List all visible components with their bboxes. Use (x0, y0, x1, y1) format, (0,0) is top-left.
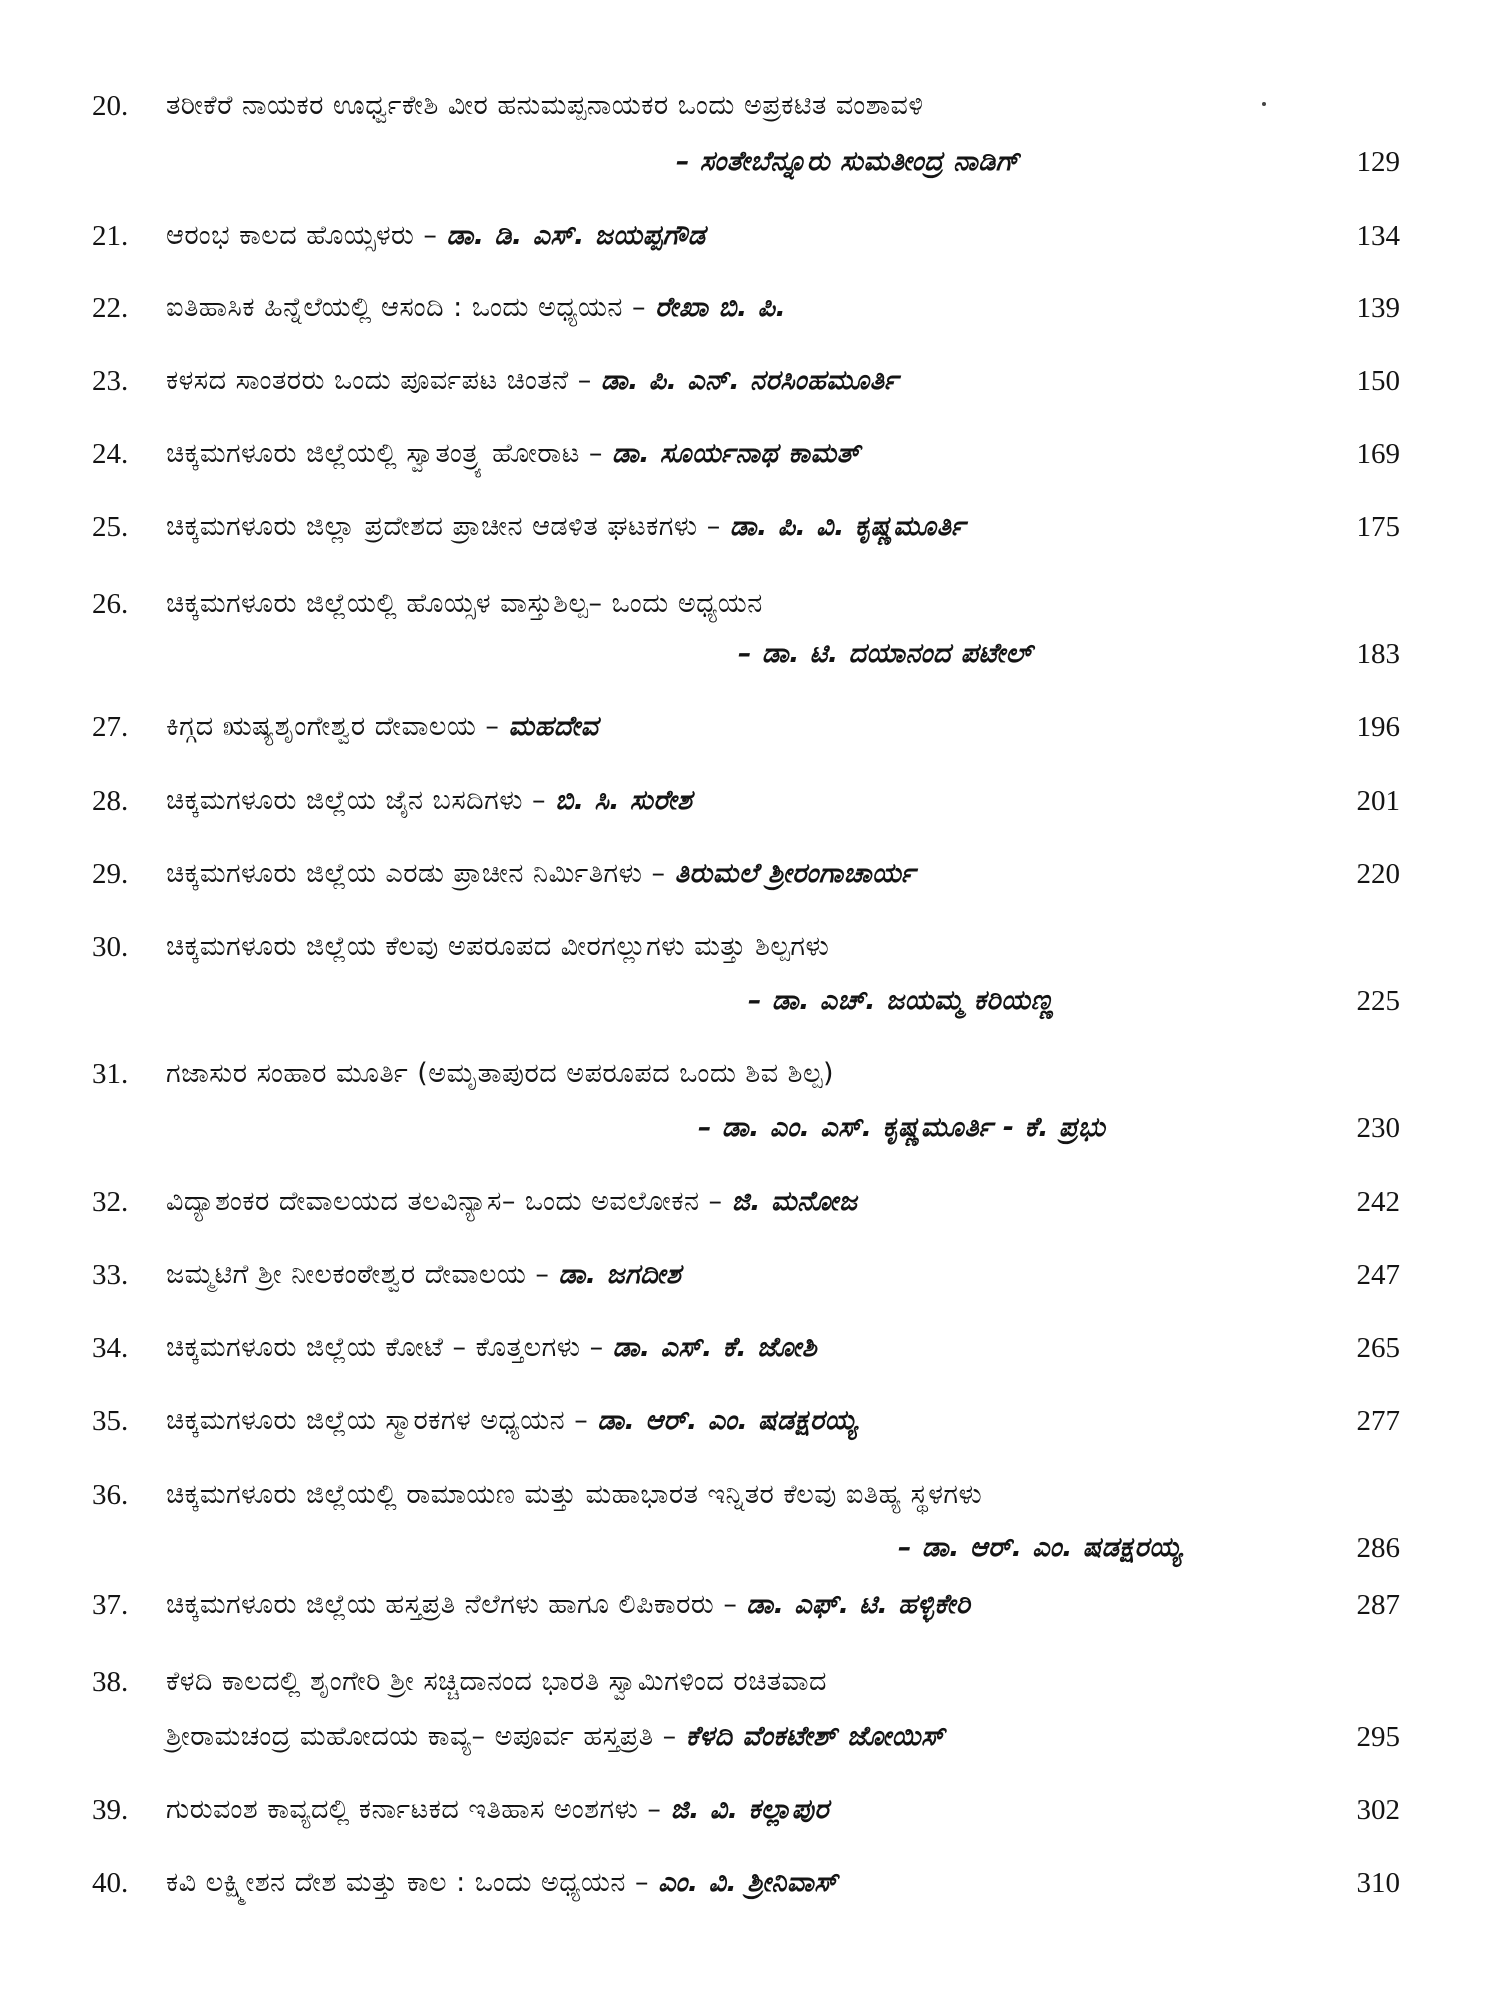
toc-entry-21 (0, 212, 1500, 262)
entry-title-text: ಆರಂಭ ಕಾಲದ ಹೊಯ್ಸಳರು – (166, 220, 438, 251)
toc-entry-35 (0, 1397, 1500, 1447)
entry-page: 310 (1356, 1867, 1400, 1899)
entry-number: 29. (92, 858, 129, 890)
entry-title-text: ಚಿಕ್ಕಮಗಳೂರು ಜಿಲ್ಲೆಯ ಜೈನ ಬಸದಿಗಳು – (166, 785, 547, 816)
entry-number: 26. (92, 588, 129, 620)
entry-title: ಚಿಕ್ಕಮಗಳೂರು ಜಿಲ್ಲೆಯ ಕೆಲವು ಅಪರೂಪದ ವೀರಗಲ್ಲುಗಳು ಮತ್ತು ಶಿಲ್ಪಗಳು (166, 931, 830, 962)
entry-author: – ಡಾ. ಎಂ. ಎಸ್. ಕೃಷ್ಣಮೂರ್ತಿ - ಕೆ. ಪ್ರಭು (698, 1112, 1106, 1143)
entry-title-text: ಕವಿ ಲಕ್ಷ್ಮೀಶನ ದೇಶ ಮತ್ತು ಕಾಲ : ಒಂದು ಅಧ್ಯಯನ – (166, 1867, 649, 1898)
entry-title (166, 1255, 681, 1295)
entry-title (166, 1328, 817, 1368)
entry-title-text: ಚಿಕ್ಕಮಗಳೂರು ಜಿಲ್ಲಾ ಪ್ರದೇಶದ ಪ್ರಾಚೀನ ಆಡಳಿತ ಘಟಕಗಳು – (166, 511, 721, 542)
entry-title: ತರೀಕೆರೆ ನಾಯಕರ ಊರ್ಧ್ವಕೇಶಿ ವೀರ ಹನುಮಪ್ಪನಾಯಕರ ಒಂದು ಅಪ್ರಕಟಿತ ವಂಶಾವಳಿ (166, 90, 924, 121)
entry-number: 28. (92, 785, 129, 817)
entry-number: 37. (92, 1589, 129, 1621)
entry-author: ತಿರುಮಲೆ ಶ್ರೀರಂಗಾಚಾರ್ಯ (674, 858, 916, 889)
toc-entry-25 (0, 503, 1500, 553)
entry-page: 196 (1356, 711, 1400, 743)
entry-number: 34. (92, 1332, 129, 1364)
entry-title: ಕೆಳದಿ ಕಾಲದಲ್ಲಿ ಶೃಂಗೇರಿ ಶ್ರೀ ಸಚ್ಚಿದಾನಂದ ಭಾರತಿ ಸ್ವಾಮಿಗಳಿಂದ ರಚಿತವಾದ (166, 1666, 827, 1697)
entry-title (166, 507, 965, 547)
toc-entry-20 (0, 82, 1500, 132)
toc-entry-33 (0, 1251, 1500, 1301)
entry-page: 277 (1356, 1405, 1400, 1437)
entry-number: 36. (92, 1479, 129, 1511)
entry-title-text: ಗುರುವಂಶ ಕಾವ್ಯದಲ್ಲಿ ಕರ್ನಾಟಕದ ಇತಿಹಾಸ ಅಂಶಗಳು – (166, 1794, 662, 1825)
toc-entry-34 (0, 1324, 1500, 1374)
toc-entry-26 (0, 580, 1500, 630)
entry-title-text: ಶ್ರೀರಾಮಚಂದ್ರ ಮಹೋದಯ ಕಾವ್ಯ– ಅಪೂರ್ವ ಹಸ್ತಪ್ರತಿ – (166, 1721, 677, 1752)
toc-entry-22 (0, 284, 1500, 334)
entry-title-text: ಕಿಗ್ಗದ ಋಷ್ಯಶೃಂಗೇಶ್ವರ ದೇವಾಲಯ – (166, 711, 500, 742)
entry-title (166, 1182, 857, 1222)
entry-title (166, 216, 705, 256)
entry-page: 230 (1356, 1112, 1400, 1144)
entry-author: ಜಿ. ಮನೋಜ (731, 1186, 858, 1217)
entry-author: ಡಾ. ಸೂರ್ಯನಾಥ ಕಾಮತ್ (612, 438, 861, 469)
toc-entry-23 (0, 357, 1500, 407)
entry-title (166, 707, 599, 747)
entry-page: 286 (1356, 1532, 1400, 1564)
toc-entry-40 (0, 1859, 1500, 1909)
entry-number: 22. (92, 292, 129, 324)
toc-entry-20-author-line (0, 138, 1500, 188)
stray-dot (1262, 102, 1266, 106)
toc-entry-36 (0, 1471, 1500, 1521)
entry-number: 21. (92, 220, 129, 252)
entry-page: 139 (1356, 292, 1400, 324)
entry-title-text: ಐತಿಹಾಸಿಕ ಹಿನ್ನೆಲೆಯಲ್ಲಿ ಆಸಂದಿ : ಒಂದು ಅಧ್ಯಯನ – (166, 292, 647, 323)
entry-number: 24. (92, 438, 129, 470)
entry-page: 287 (1356, 1589, 1400, 1621)
entry-title-text: ಕಳಸದ ಸಾಂತರರು ಒಂದು ಪೂರ್ವಪಟ ಚಿಂತನೆ – (166, 365, 592, 396)
entry-title (166, 1585, 971, 1625)
entry-title (166, 854, 915, 894)
entry-author: – ಸಂತೇಬೆನ್ನೂರು ಸುಮತೀಂದ್ರ ನಾಡಿಗ್ (676, 146, 1020, 177)
entry-number: 35. (92, 1405, 129, 1437)
entry-page: 242 (1356, 1186, 1400, 1218)
entry-author: ಬಿ. ಸಿ. ಸುರೇಶ (555, 785, 693, 816)
toc-entry-29 (0, 850, 1500, 900)
toc-entry-26-author-line (0, 630, 1500, 680)
entry-page: 302 (1356, 1794, 1400, 1826)
entry-title-text: ಜಮ್ಮಟಿಗೆ ಶ್ರೀ ನೀಲಕಂಠೇಶ್ವರ ದೇವಾಲಯ – (166, 1259, 550, 1290)
toc-entry-28 (0, 777, 1500, 827)
entry-author: ಡಾ. ಎಸ್. ಕೆ. ಜೋಶಿ (612, 1332, 818, 1363)
entry-page: 129 (1356, 146, 1400, 178)
entry-author: ಜಿ. ವಿ. ಕಲ್ಲಾಪುರ (670, 1794, 830, 1825)
toc-entry-30 (0, 923, 1500, 973)
toc-entry-37 (0, 1581, 1500, 1631)
toc-entry-38 (0, 1658, 1500, 1708)
entry-page: 201 (1356, 785, 1400, 817)
entry-number: 27. (92, 711, 129, 743)
toc-entry-27 (0, 703, 1500, 753)
entry-author: ಡಾ. ಜಗದೀಶ (558, 1259, 682, 1290)
entry-author: – ಡಾ. ಆರ್. ಎಂ. ಷಡಕ್ಷರಯ್ಯ (898, 1532, 1183, 1563)
entry-author: – ಡಾ. ಎಚ್. ಜಯಮ್ಮ ಕರಿಯಣ್ಣ (748, 985, 1055, 1016)
entry-title (166, 1863, 838, 1903)
entry-number: 33. (92, 1259, 129, 1291)
entry-page: 169 (1356, 438, 1400, 470)
entry-title-text: ಚಿಕ್ಕಮಗಳೂರು ಜಿಲ್ಲೆಯ ಸ್ಮಾರಕಗಳ ಅಧ್ಯಯನ – (166, 1405, 589, 1436)
entry-title (166, 434, 860, 474)
entry-page: 134 (1356, 220, 1400, 252)
entry-number: 40. (92, 1867, 129, 1899)
toc-entry-31 (0, 1050, 1500, 1100)
entry-number: 39. (92, 1794, 129, 1826)
entry-page: 183 (1356, 638, 1400, 670)
entry-author: ಡಾ. ಪಿ. ವಿ. ಕೃಷ್ಣಮೂರ್ತಿ (729, 511, 966, 542)
entry-author: ಡಾ. ಡಿ. ಎಸ್. ಜಯಪ್ಪಗೌಡ (446, 220, 706, 251)
entry-number: 20. (92, 90, 129, 122)
toc-entry-38-second-line (0, 1713, 1500, 1763)
entry-author: – ಡಾ. ಟಿ. ದಯಾನಂದ ಪಟೇಲ್ (738, 638, 1033, 669)
entry-title: ಚಿಕ್ಕಮಗಳೂರು ಜಿಲ್ಲೆಯಲ್ಲಿ ಹೊಯ್ಸಳ ವಾಸ್ತುಶಿಲ್ಪ– ಒಂದು ಅಧ್ಯಯನ (166, 588, 763, 619)
entry-title: ಚಿಕ್ಕಮಗಳೂರು ಜಿಲ್ಲೆಯಲ್ಲಿ ರಾಮಾಯಣ ಮತ್ತು ಮಹಾಭಾರತ ಇನ್ನಿತರ ಕೆಲವು ಐತಿಹ್ಯ ಸ್ಥಳಗಳು (166, 1479, 983, 1510)
entry-title-text: ವಿದ್ಯಾಶಂಕರ ದೇವಾಲಯದ ತಲವಿನ್ಯಾಸ– ಒಂದು ಅವಲೋಕನ – (166, 1186, 723, 1217)
entry-page: 265 (1356, 1332, 1400, 1364)
entry-author: ಡಾ. ಪಿ. ಎನ್. ನರಸಿಂಹಮೂರ್ತಿ (600, 365, 899, 396)
toc-entry-39 (0, 1786, 1500, 1836)
entry-number: 25. (92, 511, 129, 543)
toc-entry-24 (0, 430, 1500, 480)
entry-page: 150 (1356, 365, 1400, 397)
entry-title (166, 288, 786, 328)
entry-title: ಗಜಾಸುರ ಸಂಹಾರ ಮೂರ್ತಿ (ಅಮೃತಾಪುರದ ಅಪರೂಪದ ಒಂದು ಶಿವ ಶಿಲ್ಪ) (166, 1058, 835, 1089)
entry-author: ಎಂ. ವಿ. ಶ್ರೀನಿವಾಸ್ (658, 1867, 838, 1898)
entry-title (166, 781, 692, 821)
entry-page: 247 (1356, 1259, 1400, 1291)
toc-entry-36-author-line (0, 1524, 1500, 1574)
entry-author: ಡಾ. ಆರ್. ಎಂ. ಷಡಕ್ಷರಯ್ಯ (597, 1405, 858, 1436)
entry-author: ಕೆಳದಿ ವೆಂಕಟೇಶ್ ಜೋಯಿಸ್ (685, 1721, 945, 1752)
toc-entry-30-author-line (0, 977, 1500, 1027)
entry-title-text: ಚಿಕ್ಕಮಗಳೂರು ಜಿಲ್ಲೆಯ ಹಸ್ತಪ್ರತಿ ನೆಲೆಗಳು ಹಾಗೂ ಲಿಪಿಕಾರರು – (166, 1589, 738, 1620)
entry-page: 295 (1356, 1721, 1400, 1753)
toc-entry-32 (0, 1178, 1500, 1228)
entry-number: 31. (92, 1058, 129, 1090)
entry-author: ಮಹದೇವ (508, 711, 599, 742)
entry-page: 220 (1356, 858, 1400, 890)
entry-title-text: ಚಿಕ್ಕಮಗಳೂರು ಜಿಲ್ಲೆಯ ಕೋಟೆ – ಕೊತ್ತಲಗಳು – (166, 1332, 604, 1363)
entry-number: 32. (92, 1186, 129, 1218)
entry-title-continued (166, 1717, 945, 1757)
entry-page: 225 (1356, 985, 1400, 1017)
entry-number: 38. (92, 1666, 129, 1698)
entry-title (166, 1790, 829, 1830)
toc-entry-31-author-line (0, 1104, 1500, 1154)
entry-title-text: ಚಿಕ್ಕಮಗಳೂರು ಜಿಲ್ಲೆಯಲ್ಲಿ ಸ್ವಾತಂತ್ರ್ಯ ಹೋರಾಟ – (166, 438, 603, 469)
entry-title (166, 1401, 858, 1441)
entry-number: 23. (92, 365, 129, 397)
entry-number: 30. (92, 931, 129, 963)
entry-title-text: ಚಿಕ್ಕಮಗಳೂರು ಜಿಲ್ಲೆಯ ಎರಡು ಪ್ರಾಚೀನ ನಿರ್ಮಿತಿಗಳು – (166, 858, 666, 889)
entry-author: ರೇಖಾ ಬಿ. ಪಿ. (655, 292, 787, 323)
entry-author: ಡಾ. ಎಫ್. ಟಿ. ಹಳ್ಳಿಕೇರಿ (746, 1589, 971, 1620)
entry-title (166, 361, 898, 401)
entry-page: 175 (1356, 511, 1400, 543)
